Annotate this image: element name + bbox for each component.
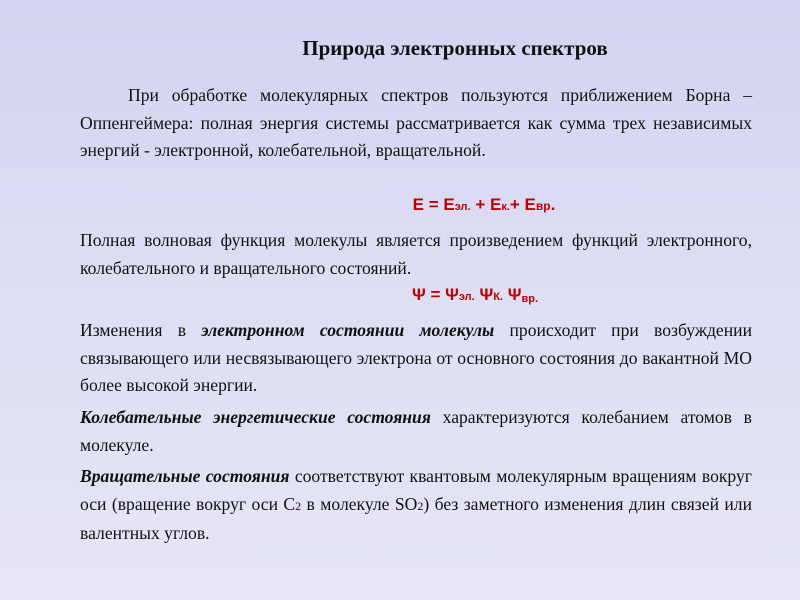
- term-vibrational-states: Колебательные энергетические состояния: [80, 407, 431, 427]
- paragraph-vibrational-states: Колебательные энергетические состояния характеризуются колебанием атомов в молекуле.: [80, 407, 752, 455]
- paragraph-wave-function: Полная волновая функция молекулы является произведением функций электронного, колебательного и вращательного состояний.: [80, 230, 752, 278]
- term-electronic-state: электронном состоянии молекулы: [201, 320, 495, 340]
- paragraph-born-oppenheimer: При обработке молекулярных спектров пользуются приближением Борна – Оппенгеймера: полная энергия системы рассматривается как сумма трех независимых энергий - электронной, колебательной, вращательной.: [80, 85, 752, 160]
- term-rotational-states: Вращательные состояния: [80, 466, 290, 486]
- energy-formula: Е = Еэл. + Ек.+ Евр.: [412, 195, 556, 214]
- paragraph-rotational-states: Вращательные состояния соответствуют квантовым молекулярным вращениям вокруг оси (вращение вокруг оси С2 в молекуле SO2) без заметного изменения длин связей или валентных углов.: [80, 466, 752, 543]
- slide-title: Природа электронных спектров: [302, 36, 608, 60]
- wave-function-formula: Ψ = Ψэл. ΨК. Ψвр.: [411, 285, 539, 305]
- paragraph-electronic-state: Изменения в электронном состоянии молекулы происходит при возбуждении связывающего или несвязывающего электрона от основного состояния до вакантной МО более высокой энергии.: [80, 320, 752, 395]
